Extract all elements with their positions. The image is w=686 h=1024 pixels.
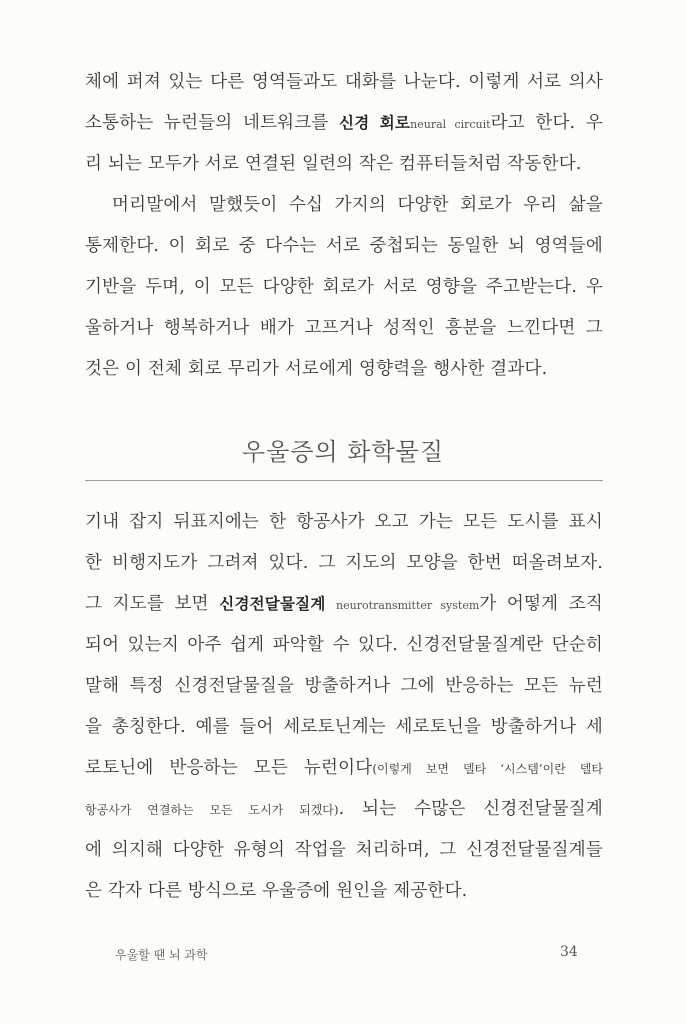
paragraph-line: 통제한다. 이 회로 중 다수는 서로 중첩되는 동일한 뇌 영역들에 (85, 236, 603, 256)
paragraph-line: 은 각자 다른 방식으로 우울증에 원인을 제공한다. (85, 881, 468, 901)
heading-divider (85, 480, 603, 481)
term-bold: 신경전달물질계 (219, 595, 326, 613)
term-bold: 신경 회로 (339, 114, 411, 132)
paragraph-line (85, 754, 603, 779)
paragraph-line: 것은 이 전체 회로 무리가 서로에게 영향력을 행사한 결과다. (85, 359, 548, 379)
paragraph-line: 기내 잡지 뒤표지에는 한 항공사가 오고 가는 모든 도시를 표시 (85, 512, 603, 532)
parenthetical-note: 항공사가 연결하는 모든 도시가 되겠다) (85, 803, 339, 817)
parenthetical-note: (이렇게 보면 델타 ‘시스템’이란 델타 (372, 762, 604, 776)
text-span: 라고 한다. 우 (490, 113, 603, 133)
paragraph-line (85, 795, 603, 820)
text-span: 가 어떻게 조직 (479, 594, 604, 614)
text-span: 로토닌에 반응하는 모든 뉴런이다 (85, 758, 373, 778)
paragraph-line: 말해 특정 신경전달물질을 방출하거나 그에 반응하는 모든 뉴런 (85, 676, 603, 696)
text-span: . 뇌는 수많은 신경전달물질계 (338, 799, 604, 819)
text-span: 소통하는 뉴런들의 네트워크를 (85, 113, 340, 133)
paragraph-line: 머리말에서 말했듯이 수십 가지의 다양한 회로가 우리 삶을 (112, 195, 603, 215)
term-english: neural circuit (410, 118, 491, 131)
paragraph-line: 을 총칭한다. 예를 들어 세로토닌계는 세로토닌을 방출하거나 세 (85, 717, 603, 737)
paragraph-line: 체에 퍼져 있는 다른 영역들과도 대화를 나눈다. 이렇게 서로 의사 (85, 72, 603, 92)
paragraph-line (85, 590, 603, 615)
paragraph-line: 에 의지해 다양한 유형의 작업을 처리하며, 그 신경전달물질계들 (85, 840, 603, 860)
paragraph-line: 울하거나 행복하거나 배가 고프거나 성적인 흥분을 느낀다면 그 (85, 318, 603, 338)
paragraph-line: 되어 있는지 아주 쉽게 파악할 수 있다. 신경전달물질계란 단순히 (85, 635, 603, 655)
paragraph-line (85, 109, 603, 134)
page-number: 34 (560, 944, 578, 960)
paragraph-line: 기반을 두며, 이 모든 다양한 회로가 서로 영향을 주고받는다. 우 (85, 277, 603, 297)
section-heading: 우울증의 화학물질 (241, 438, 445, 466)
paragraph-line: 리 뇌는 모두가 서로 연결된 일련의 작은 컴퓨터들처럼 작동한다. (85, 154, 582, 174)
term-english: neurotransmitter system (336, 599, 480, 612)
paragraph-line: 한 비행지도가 그려져 있다. 그 지도의 모양을 한번 떠올려보자. (85, 553, 603, 573)
running-footer-title: 우울할 땐 뇌 과학 (115, 948, 208, 962)
text-span: 그 지도를 보면 (85, 594, 220, 614)
